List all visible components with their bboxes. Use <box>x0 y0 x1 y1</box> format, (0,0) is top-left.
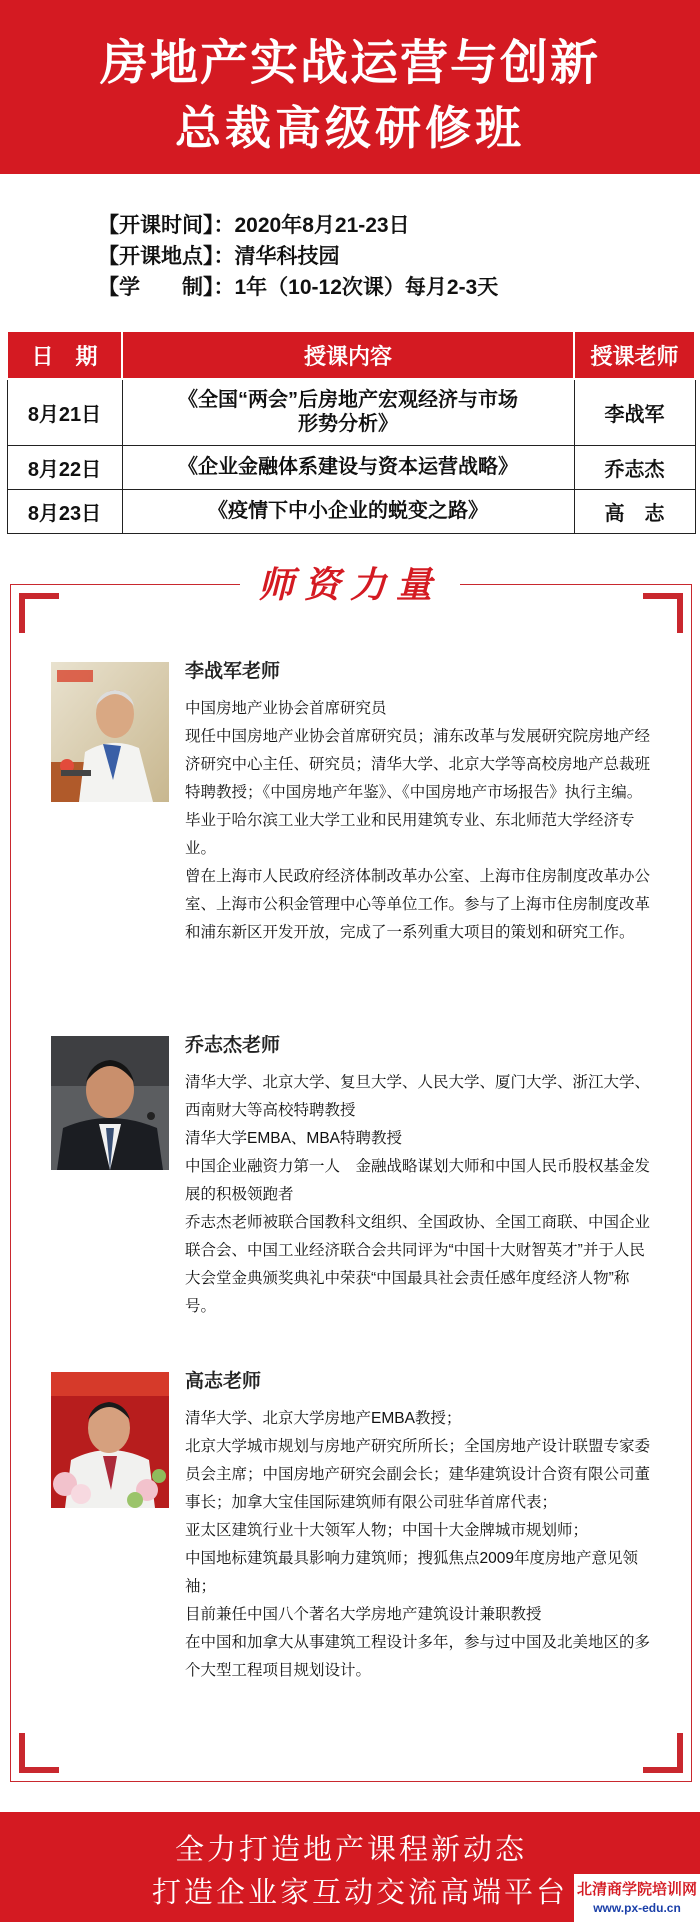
teacher-name: 乔志杰老师 <box>185 1035 281 1056</box>
table-row <box>7 379 695 445</box>
info-value: 清华科技园 <box>234 245 340 268</box>
teacher-bio-line: 清华大学EMBA、MBA特聘教授 <box>185 1130 403 1147</box>
teacher-bio-line: 现任中国房地产业协会首席研究员；浦东改革与发展研究院房地产经济研究中心主任、研究员；清华大学、北京大学等高校房地产总裁班特聘教授；《中国房地产年鉴》、《中国房地产市场报告》执行主编。毕业于哈尔滨工业大学工业和民用建筑专业、东北师范大学经济专业。 <box>185 728 651 857</box>
watermark <box>574 1874 700 1922</box>
info-value: 1年（10-12次课）每月2-3天 <box>234 276 499 299</box>
row-content-text: 《全国“两会”后房地产宏观经济与市场形势分析》 <box>178 389 518 436</box>
watermark-url: www.px-edu.cn <box>593 1901 681 1915</box>
teacher-name: 高志老师 <box>185 1371 262 1392</box>
row-content: 《疫情下中小企业的蜕变之路》 <box>122 489 574 533</box>
corner-ornament <box>643 1733 683 1773</box>
header-date: 日 期 <box>7 331 122 379</box>
row-date: 8月23日 <box>7 489 122 533</box>
teacher-bio-line: 中国企业融资力第一人 金融战略谋划大师和中国人民币股权基金发展的积极领跑者 <box>185 1158 651 1203</box>
teacher-name: 李战军老师 <box>185 661 281 682</box>
teacher-bio-line: 在中国和加拿大从事建筑工程设计多年，参与过中国及北美地区的多个大型工程项目规划设计。 <box>185 1634 651 1679</box>
teacher-info <box>185 662 655 947</box>
schedule-header-row <box>7 331 695 379</box>
watermark-name: 北清商学院培训网 <box>576 1881 697 1898</box>
info-label: 【学 制】： <box>98 276 235 299</box>
info-label: 【开课地点】： <box>98 245 235 268</box>
teacher-photo <box>51 1036 169 1175</box>
table-row <box>7 489 695 533</box>
footer-slogan-2: 打造企业家互动交流高端平台 <box>152 1875 569 1909</box>
row-teacher: 乔志杰 <box>574 445 695 489</box>
page-title-line1: 房地产实战运营与创新 <box>99 37 600 90</box>
row-date: 8月21日 <box>7 379 122 445</box>
header-teacher: 授课老师 <box>574 331 695 379</box>
teacher-bio-line: 北京大学城市规划与房地产研究所所长；全国房地产设计联盟专家委员会主席；中国房地产研究会副会长；建华建筑设计合资有限公司董事长；加拿大宝佳国际建筑师有限公司驻华首席代表； <box>185 1438 651 1511</box>
row-content: 《企业金融体系建设与资本运营战略》 <box>122 445 574 489</box>
corner-ornament <box>19 1733 59 1773</box>
schedule-table <box>6 330 696 534</box>
corner-ornament <box>19 593 59 633</box>
teacher-photo <box>51 662 169 807</box>
info-row-duration <box>98 272 498 303</box>
portrait-image-icon <box>51 662 169 802</box>
info-row-time <box>98 210 498 241</box>
faculty-title: 师资力量 <box>240 560 460 610</box>
teacher-bio-line: 清华大学、北京大学房地产EMBA教授； <box>185 1410 462 1427</box>
header-content: 授课内容 <box>122 331 574 379</box>
footer-slogan-1: 全力打造地产课程新动态 <box>175 1832 528 1866</box>
table-row <box>7 445 695 489</box>
corner-ornament <box>643 593 683 633</box>
teacher-info <box>185 1036 655 1321</box>
row-teacher: 李战军 <box>574 379 695 445</box>
teacher-bio-line: 曾在上海市人民政府经济体制改革办公室、上海市住房制度改革办公室、上海市公积金管理中心等单位工作。参与了上海市住房制度改革和浦东新区开发开放，完成了一系列重大项目的策划和研究工作。 <box>185 868 651 941</box>
row-content <box>122 379 574 445</box>
teacher-photo <box>51 1372 169 1513</box>
portrait-image-icon <box>51 1372 169 1508</box>
page-title-line2: 总裁高级研修班 <box>175 102 525 154</box>
info-row-location <box>98 241 498 272</box>
teacher-bio-line: 中国房地产业协会首席研究员 <box>185 700 387 717</box>
teacher-bio-line: 清华大学、北京大学、复旦大学、人民大学、厦门大学、浙江大学、西南财大等高校特聘教授 <box>185 1074 651 1119</box>
teacher-bio-line: 中国地标建筑最具影响力建筑师；搜狐焦点2009年度房地产意见领袖； <box>185 1550 638 1595</box>
teacher-bio-line: 亚太区建筑行业十大领军人物；中国十大金牌城市规划师； <box>185 1522 589 1539</box>
teacher-bio-line: 乔志杰老师被联合国教科文组织、全国政协、全国工商联、中国企业联合会、中国工业经济联合会共同评为“中国十大财智英才”并于人民大会堂金典颁奖典礼中荣获“中国最具社会责任感年度经济人物”称号。 <box>185 1214 651 1315</box>
row-date: 8月22日 <box>7 445 122 489</box>
info-label: 【开课时间】： <box>98 214 235 237</box>
portrait-image-icon <box>51 1036 169 1170</box>
row-teacher: 高 志 <box>574 489 695 533</box>
info-value: 2020年8月21-23日 <box>234 214 410 237</box>
teacher-bio-line: 目前兼任中国八个著名大学房地产建筑设计兼职教授 <box>185 1606 542 1623</box>
teacher-info <box>185 1372 655 1685</box>
course-info <box>98 210 498 303</box>
title-banner <box>0 0 700 174</box>
